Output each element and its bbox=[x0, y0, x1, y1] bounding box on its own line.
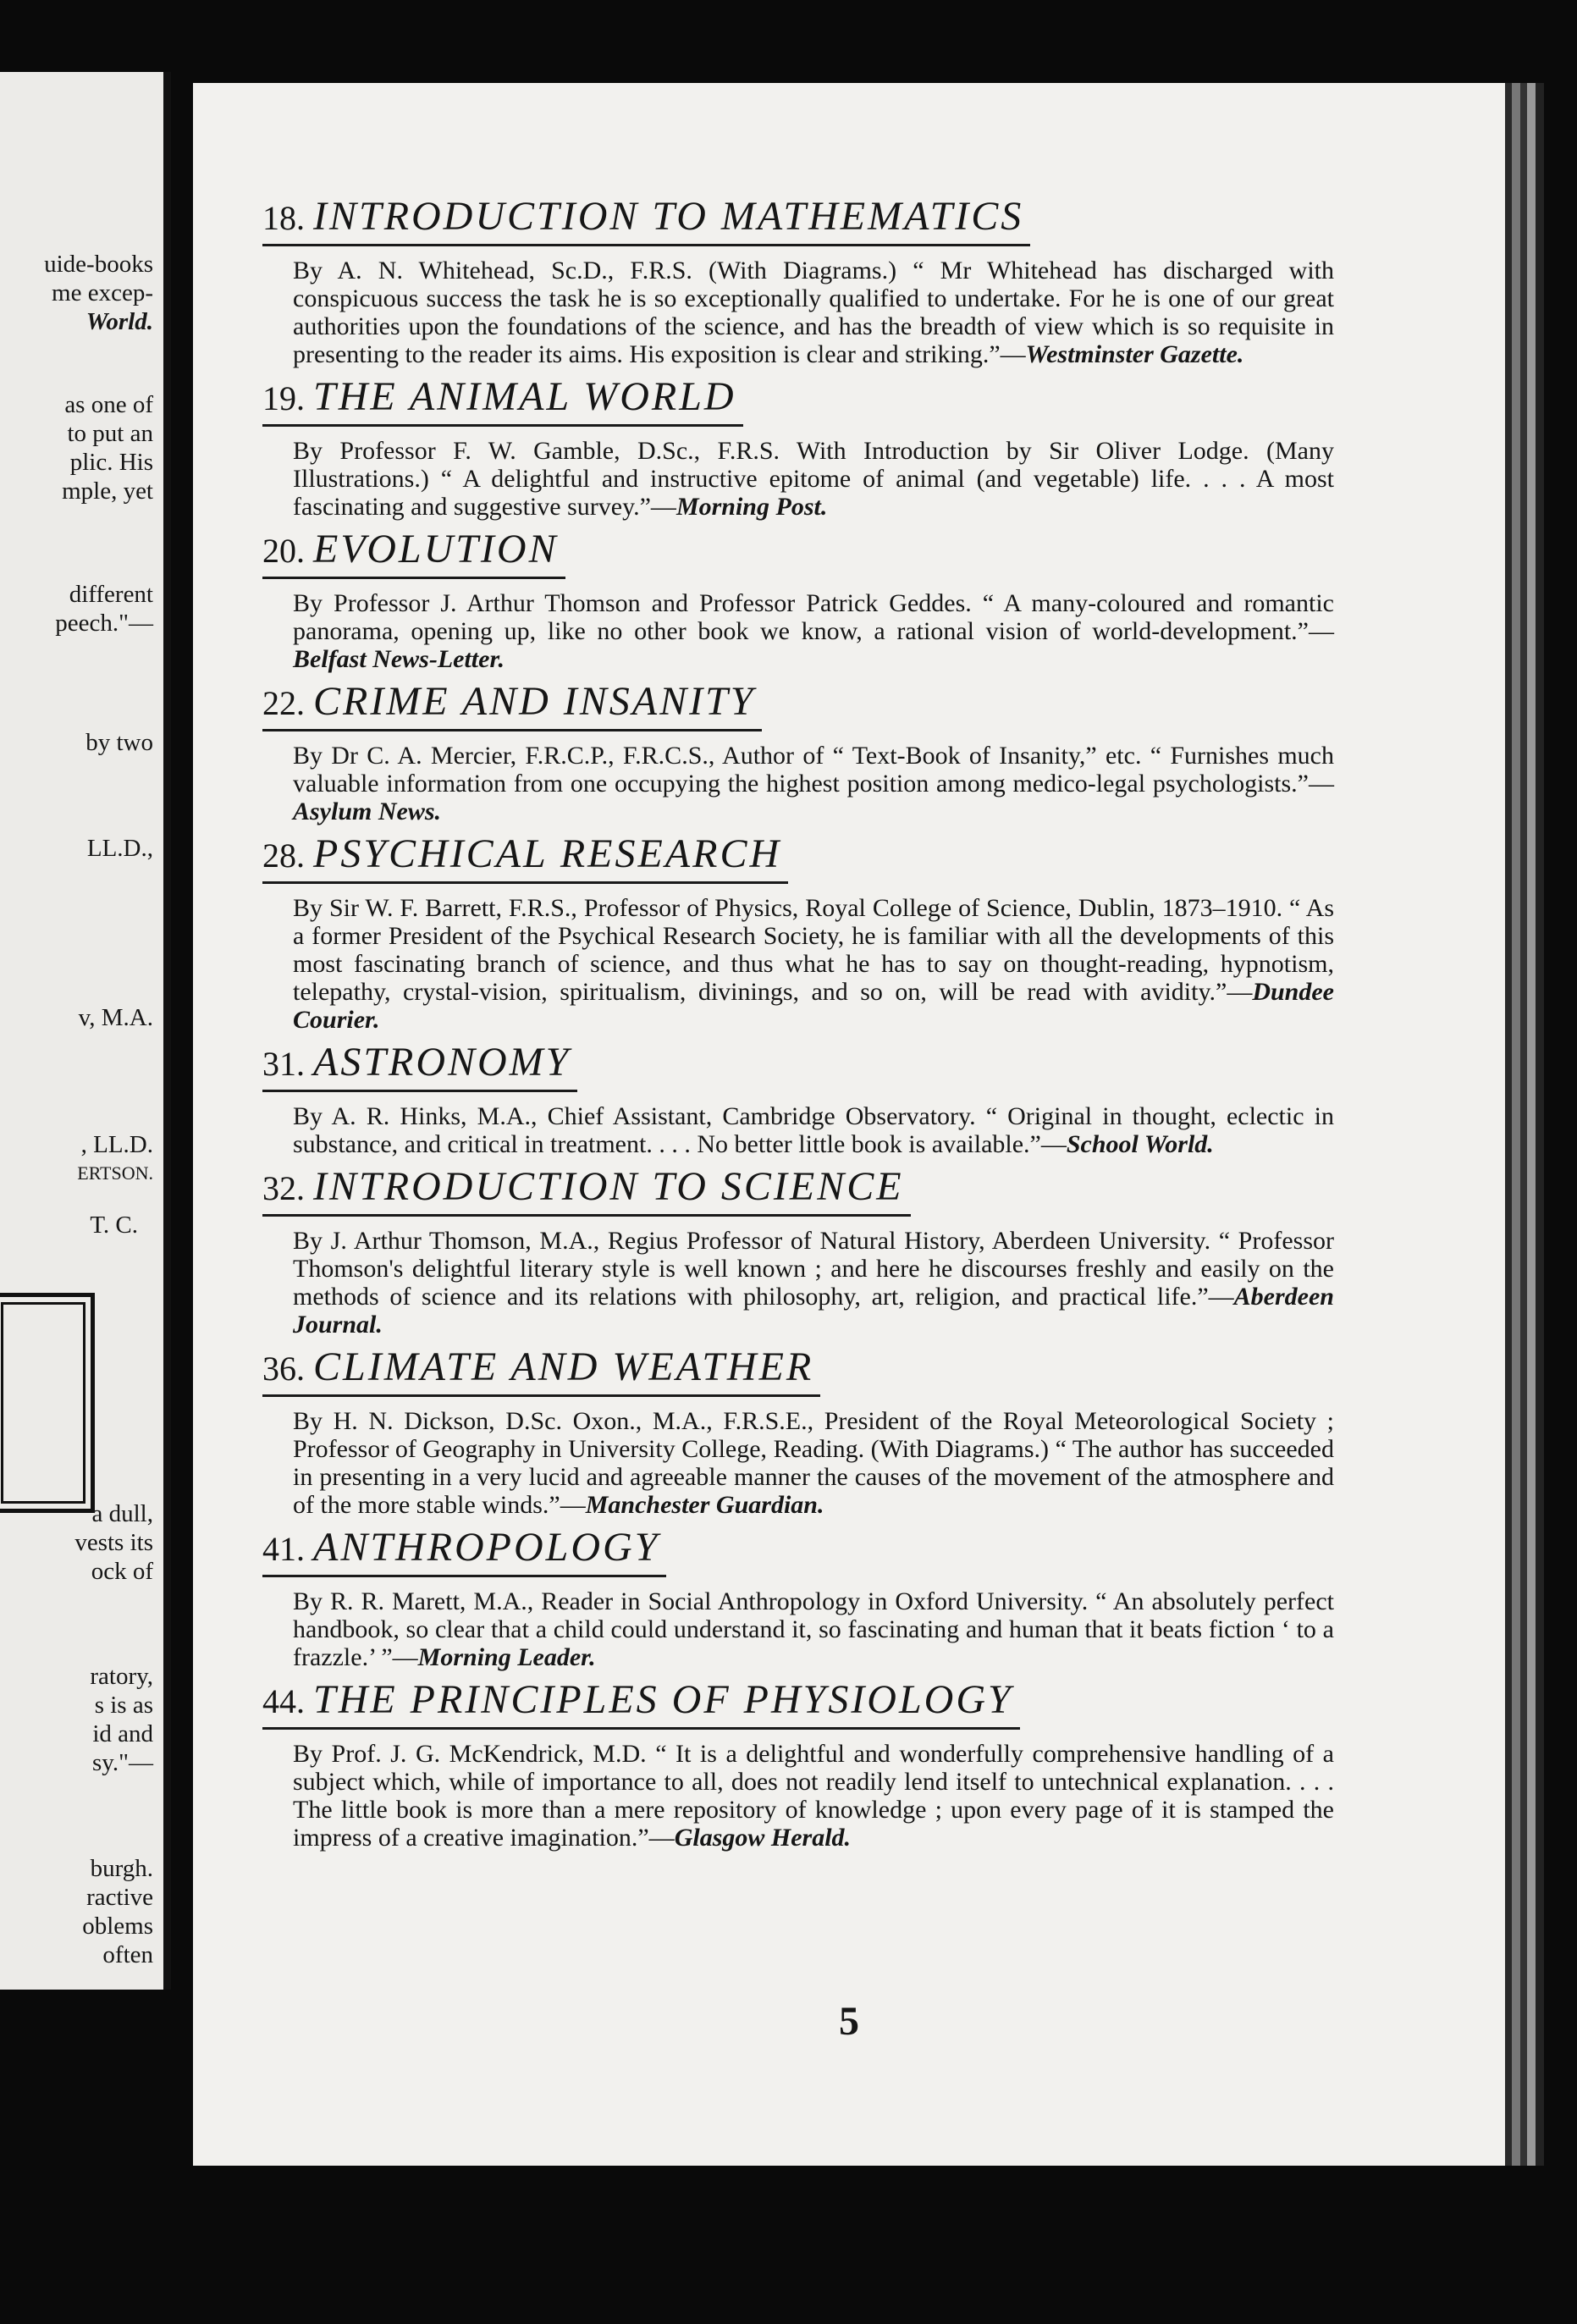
entry-author: By Dr C. A. Mercier, F.R.C.P., F.R.C.S., bbox=[293, 742, 715, 770]
entry-text: “ A many-coloured and romantic panorama, opening up, like no other book we know, a rational vision of world-development.”— bbox=[293, 589, 1334, 645]
catalogue-entry bbox=[262, 1039, 1363, 1158]
entry-author: By H. N. Dickson, D.Sc. Oxon., M.A., F.R.S.E., bbox=[293, 1407, 814, 1435]
entry-author: By Sir W. F. Barrett, F.R.S., bbox=[293, 894, 577, 922]
book-page bbox=[193, 83, 1505, 2166]
catalogue-entry bbox=[262, 678, 1363, 825]
entry-text: With Introduction by Sir Oliver Lodge. (Many Illustrations.) “ A delightful and instructive epitome of animal (and vegetable) life. . . . A most fascinating and suggestive survey.”— bbox=[293, 437, 1334, 521]
entry-title: CLIMATE AND WEATHER bbox=[313, 1344, 814, 1389]
page-number: 5 bbox=[839, 1999, 859, 2044]
left-text-fragment: World. bbox=[85, 308, 153, 335]
entry-description bbox=[293, 257, 1334, 368]
entry-heading bbox=[262, 193, 1030, 246]
entry-title: THE ANIMAL WORLD bbox=[313, 374, 736, 419]
entry-number: 36. bbox=[262, 1350, 305, 1388]
left-text-fragment: to put an bbox=[67, 420, 153, 447]
entry-title: EVOLUTION bbox=[313, 527, 559, 571]
entry-source: Manchester Guardian. bbox=[585, 1491, 824, 1519]
catalogue-entry bbox=[262, 1344, 1363, 1519]
left-text-fragment: v, M.A. bbox=[78, 1004, 153, 1031]
entry-title: ASTRONOMY bbox=[313, 1040, 571, 1085]
entry-source: Aberdeen Journal. bbox=[293, 1283, 1334, 1339]
left-text-fragment: by two bbox=[85, 729, 153, 756]
left-text-fragment: ratory, bbox=[90, 1663, 153, 1690]
left-text-fragment: me excep- bbox=[52, 279, 153, 306]
entry-heading bbox=[262, 1524, 666, 1577]
entry-source: Morning Leader. bbox=[417, 1643, 596, 1671]
entry-description bbox=[293, 742, 1334, 825]
entry-source: Morning Post. bbox=[675, 493, 828, 521]
left-text-fragment: uide-books bbox=[44, 251, 153, 278]
left-text-fragment: peech."— bbox=[55, 610, 153, 637]
entry-source: Glasgow Herald. bbox=[674, 1824, 852, 1852]
left-text-fragment: ERTSON. bbox=[77, 1162, 153, 1184]
entry-number: 44. bbox=[262, 1682, 305, 1720]
entry-heading bbox=[262, 678, 762, 731]
entry-description bbox=[293, 589, 1334, 673]
entry-number: 20. bbox=[262, 532, 305, 570]
left-text-fragment: , LL.D. bbox=[80, 1131, 153, 1158]
left-text-fragment: mple, yet bbox=[62, 477, 153, 505]
catalogue-entry bbox=[262, 526, 1363, 673]
entry-author: By Professor F. W. Gamble, D.Sc., F.R.S. bbox=[293, 437, 780, 465]
entry-author: By R. R. Marett, M.A., bbox=[293, 1587, 534, 1615]
entry-heading bbox=[262, 1344, 820, 1397]
entry-description bbox=[293, 1587, 1334, 1671]
entry-text: “ It is a delightful and wonderfully comprehensive handling of a subject which, while of importance to all, does not readily lend itself to untechnical explanation. . . . The little book is more than a mere repository of knowledge ; upon every page of it is stamped the impress of a creative imagination.”— bbox=[293, 1740, 1334, 1852]
entry-heading bbox=[262, 373, 743, 427]
previous-page-fragment-lower bbox=[0, 1786, 171, 1990]
entry-heading bbox=[262, 1676, 1020, 1730]
catalogue-entry bbox=[262, 373, 1363, 521]
entry-text: Reader in Social Anthropology in Oxford University. “ An absolutely perfect handbook, so clear that a child could understand it, so fascinating and human that it beats fiction ‘ to a frazzle.’ ”— bbox=[293, 1587, 1334, 1671]
entry-heading bbox=[262, 831, 788, 884]
left-text-fragment: a dull, bbox=[91, 1500, 153, 1527]
entry-text: President of the Royal Meteorological Society ; Professor of Geography in University College, Reading. (With Diagrams.) “ The author has succeeded in presenting in a very lucid and agreeable manner the causes of the movement of the atmosphere and of the more stable winds.”— bbox=[293, 1407, 1334, 1519]
left-text-fragment: plic. His bbox=[69, 449, 153, 476]
entry-text: Chief Assistant, Cambridge Observatory. “ Original in thought, eclectic in substance, and critical in treatment. . . . No better little book is available.”— bbox=[293, 1102, 1334, 1158]
entry-description bbox=[293, 1740, 1334, 1852]
entry-number: 31. bbox=[262, 1045, 305, 1083]
decorative-box bbox=[0, 1293, 95, 1513]
entry-text: Regius Professor of Natural History, Aberdeen University. “ Professor Thomson's delightful literary style is well known ; and here he discourses freshly and easily on the methods of science and its relations with philosophy, art, religion, and practical life.”— bbox=[293, 1227, 1334, 1311]
left-text-fragment: often bbox=[102, 1941, 153, 1968]
entry-heading bbox=[262, 1039, 577, 1092]
entry-source: Asylum News. bbox=[293, 798, 442, 825]
catalogue-list bbox=[262, 193, 1363, 1857]
entry-author: By A. N. Whitehead, Sc.D., F.R.S. bbox=[293, 257, 692, 284]
entry-title: INTRODUCTION TO MATHEMATICS bbox=[313, 194, 1024, 239]
entry-number: 22. bbox=[262, 684, 305, 722]
left-text-fragment: vests its bbox=[74, 1529, 153, 1556]
entry-description bbox=[293, 894, 1334, 1034]
entry-description bbox=[293, 1407, 1334, 1519]
catalogue-entry bbox=[262, 1676, 1363, 1852]
entry-number: 19. bbox=[262, 379, 305, 417]
left-text-fragment: T. C. bbox=[90, 1212, 138, 1239]
left-text-fragment: LL.D., bbox=[86, 835, 153, 862]
entry-text: (With Diagrams.) “ Mr Whitehead has discharged with conspicuous success the task he is so exceptionally qualified to undertake. For he is one of our great authorities upon the foundations of the science, and has the breadth of view which is so requisite in presenting to the reader its aims. His exposition is clear and striking.”— bbox=[293, 257, 1334, 368]
entry-title: CRIME AND INSANITY bbox=[313, 679, 756, 724]
entry-number: 28. bbox=[262, 836, 305, 875]
left-text-fragment: burgh. bbox=[90, 1855, 153, 1882]
entry-source: Westminster Gazette. bbox=[1025, 340, 1244, 368]
catalogue-entry bbox=[262, 1163, 1363, 1339]
entry-text: Professor of Physics, Royal College of Science, Dublin, 1873–1910. “ As a former President of the Psychical Research Society, he is familiar with all the developments of this most fascinating branch of science, and thus what he has to say on thought-reading, hypnotism, telepathy, crystal-vision, spiritualism, divinings, and so on, will be read with avidity.”— bbox=[293, 894, 1335, 1006]
left-text-fragment: different bbox=[69, 581, 153, 608]
entry-title: PSYCHICAL RESEARCH bbox=[313, 831, 782, 876]
entry-number: 32. bbox=[262, 1169, 305, 1207]
left-text-fragment: sy."— bbox=[92, 1749, 153, 1776]
entry-title: INTRODUCTION TO SCIENCE bbox=[313, 1164, 904, 1209]
entry-title: ANTHROPOLOGY bbox=[313, 1525, 660, 1570]
entry-source: Dundee Courier. bbox=[293, 978, 1334, 1034]
entry-description bbox=[293, 437, 1334, 521]
entry-author: By A. R. Hinks, M.A., bbox=[293, 1102, 538, 1130]
left-text-fragment: s is as bbox=[94, 1692, 153, 1719]
entry-source: Belfast News-Letter. bbox=[293, 645, 505, 673]
entry-source: School World. bbox=[1066, 1130, 1214, 1158]
entry-description bbox=[293, 1227, 1334, 1339]
entry-author: By J. Arthur Thomson, M.A., bbox=[293, 1227, 600, 1255]
left-text-fragment: as one of bbox=[64, 391, 153, 418]
previous-page-fragment bbox=[0, 72, 171, 1786]
catalogue-entry bbox=[262, 193, 1363, 368]
entry-text: Author of “ Text-Book of Insanity,” etc. “ Furnishes much valuable information from one occupying the highest position among medico-legal psychologists.”— bbox=[293, 742, 1335, 798]
left-text-fragment: ractive bbox=[86, 1884, 153, 1911]
entry-number: 18. bbox=[262, 199, 305, 237]
left-text-fragment: ock of bbox=[91, 1558, 153, 1585]
entry-description bbox=[293, 1102, 1334, 1158]
left-text-fragment: oblems bbox=[82, 1913, 153, 1940]
entry-author: By Prof. J. G. McKendrick, M.D. bbox=[293, 1740, 647, 1768]
entry-title: THE PRINCIPLES OF PHYSIOLOGY bbox=[313, 1677, 1013, 1722]
catalogue-entry bbox=[262, 831, 1363, 1034]
catalogue-entry bbox=[262, 1524, 1363, 1671]
left-text-fragment: id and bbox=[92, 1720, 153, 1747]
entry-author: By Professor J. Arthur Thomson and Professor Patrick Geddes. bbox=[293, 589, 972, 617]
entry-heading bbox=[262, 526, 565, 579]
entry-number: 41. bbox=[262, 1530, 305, 1568]
entry-heading bbox=[262, 1163, 911, 1217]
